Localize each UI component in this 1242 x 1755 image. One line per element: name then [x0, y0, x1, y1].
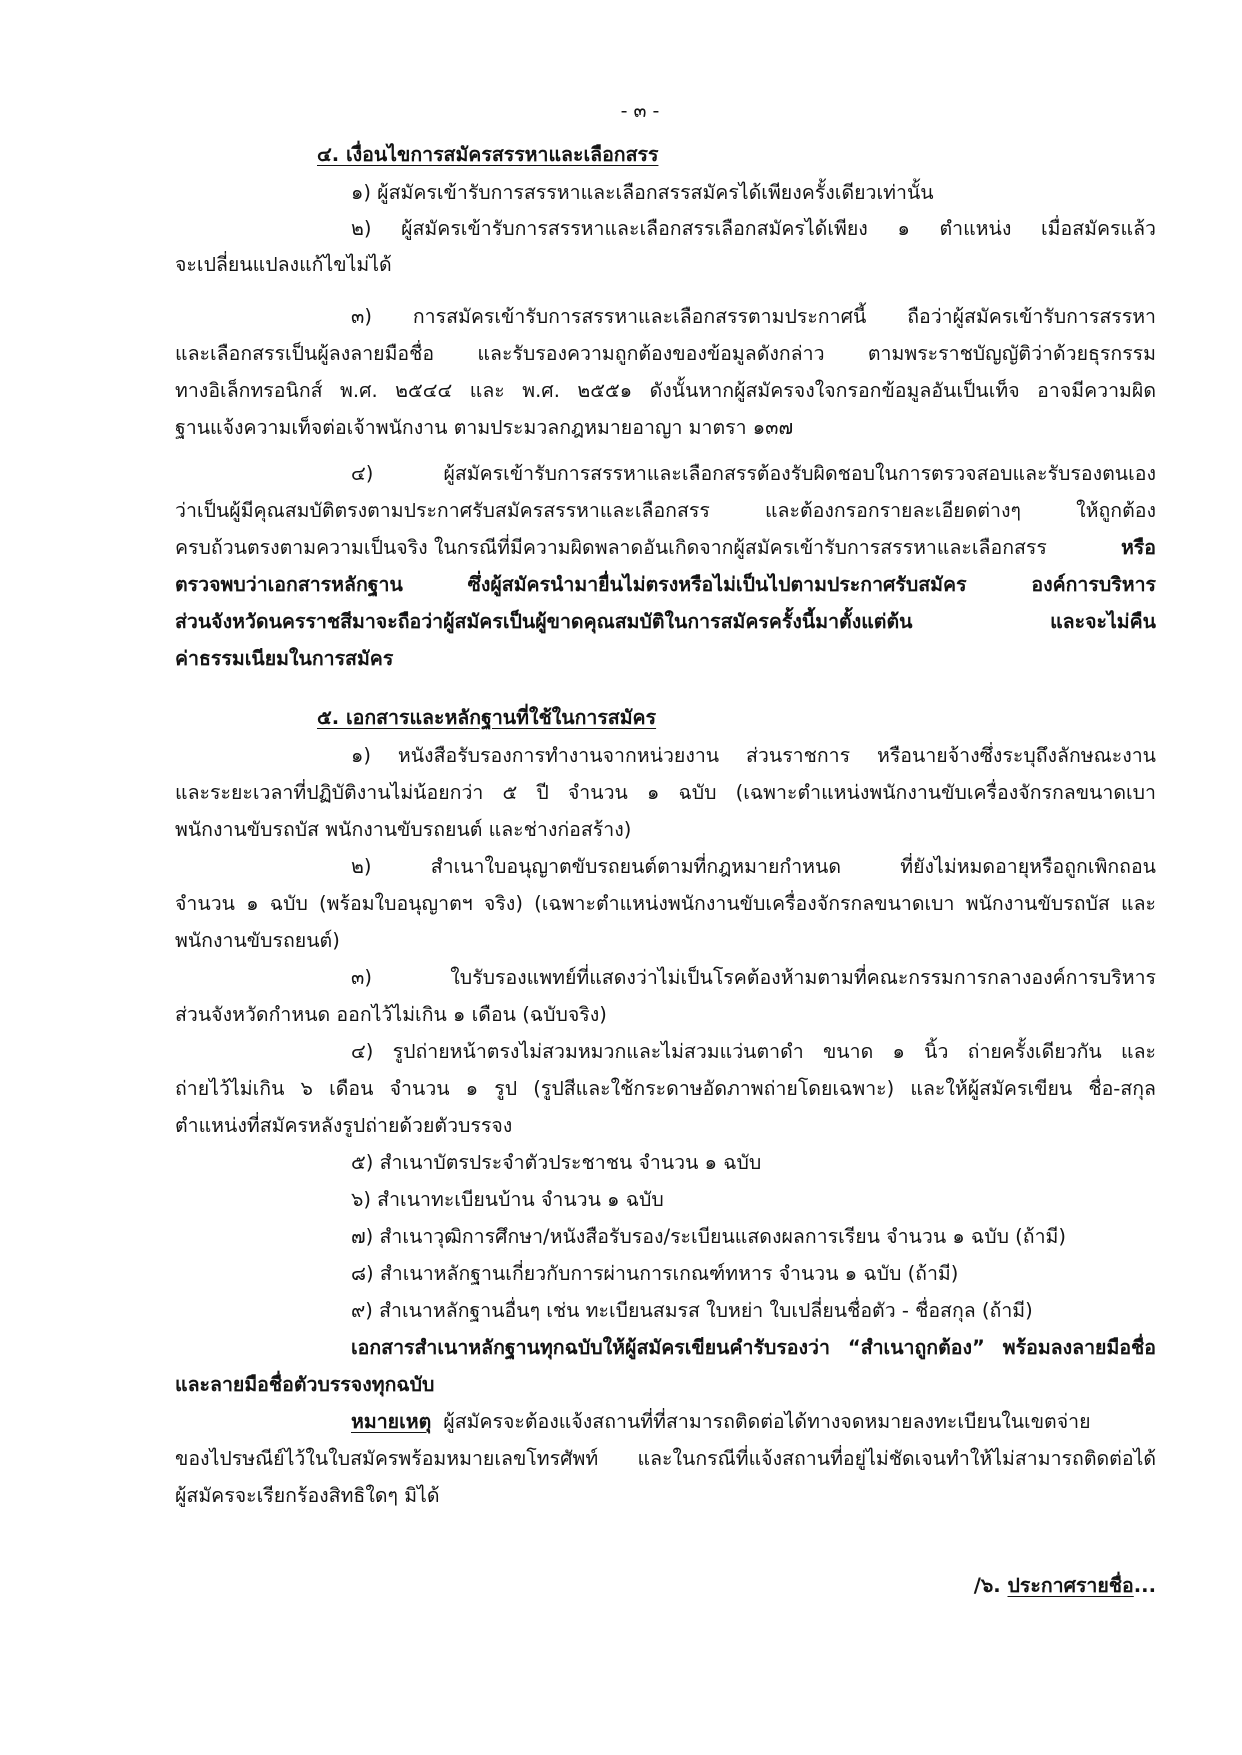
note-line-1	[351, 1407, 1156, 1437]
s4-item-4-line-6: ค่าธรรมเนียมในการสมัคร	[175, 647, 394, 670]
s4-item-3-line-3: ทางอิเล็กทรอนิกส์ พ.ศ. ๒๕๔๔ และ พ.ศ. ๒๕๕๑ ดังนั้นหากผู้สมัครจงใจกรอกข้อมูลอันเป็นเท็จ อาจมีความผิด	[175, 379, 1156, 402]
s5-item-3-line-1: ๓) ใบรับรองแพทย์ที่แสดงว่าไม่เป็นโรคต้องห้ามตามที่คณะกรรมการกลางองค์การบริหาร	[351, 966, 1156, 989]
s5-item-4-line-3: ตำแหน่งที่สมัครหลังรูปถ่ายด้วยตัวบรรจง	[175, 1114, 513, 1137]
note-line-1-text: ผู้สมัครจะต้องแจ้งสถานที่ที่สามารถติดต่อได้ทางจดหมายลงทะเบียนในเขตจ่าย	[443, 1410, 1091, 1433]
s5-item-9: ๙) สำเนาหลักฐานอื่นๆ เช่น ทะเบียนสมรส ใบหย่า ใบเปลี่ยนชื่อตัว - ชื่อสกุล (ถ้ามี)	[351, 1299, 1033, 1322]
footer-ellipsis: ...	[1133, 1574, 1156, 1597]
certify-copy-line-2: และลายมือชื่อตัวบรรจงทุกฉบับ	[175, 1373, 435, 1396]
section-4-heading	[317, 140, 658, 170]
s4-item-4-line-5: ส่วนจังหวัดนครราชสีมาจะถือว่าผู้สมัครเป็นผู้ขาดคุณสมบัติในการสมัครครั้งนี้มาตั้งแต่ต้น และจะไม่คืน	[175, 610, 1156, 633]
s4-item-2-line-2: จะเปลี่ยนแปลงแก้ไขไม่ได้	[175, 253, 392, 276]
s5-item-1-line-1: ๑) หนังสือรับรองการทำงานจากหน่วยงาน ส่วนราชการ หรือนายจ้างซึ่งระบุถึงลักษณะงาน	[351, 744, 1156, 767]
s4-item-4-line-4: ตรวจพบว่าเอกสารหลักฐาน ซึ่งผู้สมัครนำมายื่นไม่ตรงหรือไม่เป็นไปตามประกาศรับสมัคร องค์การบริหาร	[175, 573, 1156, 596]
s4-item-4-line-1: ๔) ผู้สมัครเข้ารับการสรรหาและเลือกสรรต้องรับผิดชอบในการตรวจสอบและรับรองตนเอง	[351, 462, 1156, 485]
s5-item-8: ๘) สำเนาหลักฐานเกี่ยวกับการผ่านการเกณฑ์ทหาร จำนวน ๑ ฉบับ (ถ้ามี)	[351, 1262, 959, 1285]
continuation-footer	[935, 1571, 1156, 1601]
note-line-2: ของไปรษณีย์ไว้ในใบสมัครพร้อมหมายเลขโทรศัพท์ และในกรณีที่แจ้งสถานที่อยู่ไม่ชัดเจนทำให้ไม่สามารถติดต่อได้	[175, 1447, 1156, 1470]
s5-item-1-line-3: พนักงานขับรถบัส พนักงานขับรถยนต์ และช่างก่อสร้าง)	[175, 818, 632, 841]
s4-item-4-line-3	[175, 533, 1156, 563]
s4-item-2-line-1: ๒) ผู้สมัครเข้ารับการสรรหาและเลือกสรรเลือกสมัครได้เพียง ๑ ตำแหน่ง เมื่อสมัครแล้ว	[351, 217, 1156, 240]
s5-item-4-line-2: ถ่ายไว้ไม่เกิน ๖ เดือน จำนวน ๑ รูป (รูปสีและใช้กระดาษอัดภาพถ่ายโดยเฉพาะ) และให้ผู้สมัครเขียน ชื่อ-สกุล	[175, 1077, 1156, 1100]
section-5-heading	[317, 703, 656, 733]
s5-item-3-line-2: ส่วนจังหวัดกำหนด ออกไว้ไม่เกิน ๑ เดือน (ฉบับจริง)	[175, 1003, 607, 1026]
s4-item-1: ๑) ผู้สมัครเข้ารับการสรรหาและเลือกสรรสมัครได้เพียงครั้งเดียวเท่านั้น	[351, 181, 934, 204]
s4-item-4-line-2: ว่าเป็นผู้มีคุณสมบัติตรงตามประกาศรับสมัครสรรหาและเลือกสรร และต้องกรอกรายละเอียดต่างๆ ให้ถูกต้อง	[175, 499, 1156, 522]
s5-item-2-line-1: ๒) สำเนาใบอนุญาตขับรถยนต์ตามที่กฎหมายกำหนด ที่ยังไม่หมดอายุหรือถูกเพิกถอน	[351, 855, 1156, 878]
s4-item-3-line-4: ฐานแจ้งความเท็จต่อเจ้าพนักงาน ตามประมวลกฎหมายอาญา มาตรา ๑๓๗	[175, 416, 794, 439]
note-label: หมายเหตุ	[351, 1410, 432, 1433]
note-line-3: ผู้สมัครจะเรียกร้องสิทธิใดๆ มิได้	[175, 1484, 440, 1507]
s5-item-6: ๖) สำเนาทะเบียนบ้าน จำนวน ๑ ฉบับ	[351, 1188, 664, 1211]
s5-item-7: ๗) สำเนาวุฒิการศึกษา/หนังสือรับรอง/ระเบียนแสดงผลการเรียน จำนวน ๑ ฉบับ (ถ้ามี)	[351, 1225, 1066, 1248]
certify-copy-line-1: เอกสารสำเนาหลักฐานทุกฉบับให้ผู้สมัครเขียนคำรับรองว่า “สำเนาถูกต้อง” พร้อมลงลายมือชื่อ	[351, 1336, 1156, 1359]
s5-item-2-line-3: พนักงานขับรถยนต์)	[175, 929, 340, 952]
s5-item-1-line-2: และระยะเวลาที่ปฏิบัติงานไม่น้อยกว่า ๕ ปี จำนวน ๑ ฉบับ (เฉพาะตำแหน่งพนักงานขับเครื่องจักรกลขนาดเบา	[175, 781, 1156, 804]
footer-next-section: ประกาศรายชื่อ	[1007, 1574, 1134, 1597]
s4-item-3-line-1: ๓) การสมัครเข้ารับการสรรหาและเลือกสรรตามประกาศนี้ ถือว่าผู้สมัครเข้ารับการสรรหา	[351, 305, 1156, 328]
s4-item-4-line-3-text: ครบถ้วนตรงตามความเป็นจริง ในกรณีที่มีความผิดพลาดอันเกิดจากผู้สมัครเข้ารับการสรรหาและเลือกสรร	[175, 536, 1047, 559]
section-4-heading-text: ๔. เงื่อนไขการสมัครสรรหาและเลือกสรร	[317, 143, 659, 166]
footer-prefix: /๖.	[973, 1574, 1008, 1597]
s5-item-2-line-2: จำนวน ๑ ฉบับ (พร้อมใบอนุญาตฯ จริง) (เฉพาะตำแหน่งพนักงานขับเครื่องจักรกลขนาดเบา พนักงานขับรถบัส และ	[175, 892, 1156, 915]
section-5-heading-text: ๕. เอกสารและหลักฐานที่ใช้ในการสมัคร	[317, 706, 657, 729]
s4-item-3-line-2: และเลือกสรรเป็นผู้ลงลายมือชื่อ และรับรองความถูกต้องของข้อมูลดังกล่าว ตามพระราชบัญญัติว่าด้วยธุรกรรม	[175, 342, 1156, 365]
page-number: - ๓ -	[620, 100, 660, 122]
s5-item-4-line-1: ๔) รูปถ่ายหน้าตรงไม่สวมหมวกและไม่สวมแว่นตาดำ ขนาด ๑ นิ้ว ถ่ายครั้งเดียวกัน และ	[351, 1040, 1156, 1063]
s5-item-5: ๕) สำเนาบัตรประจำตัวประชาชน จำนวน ๑ ฉบับ	[351, 1151, 762, 1174]
s4-item-4-line-3-bold: หรือ	[1120, 536, 1156, 559]
